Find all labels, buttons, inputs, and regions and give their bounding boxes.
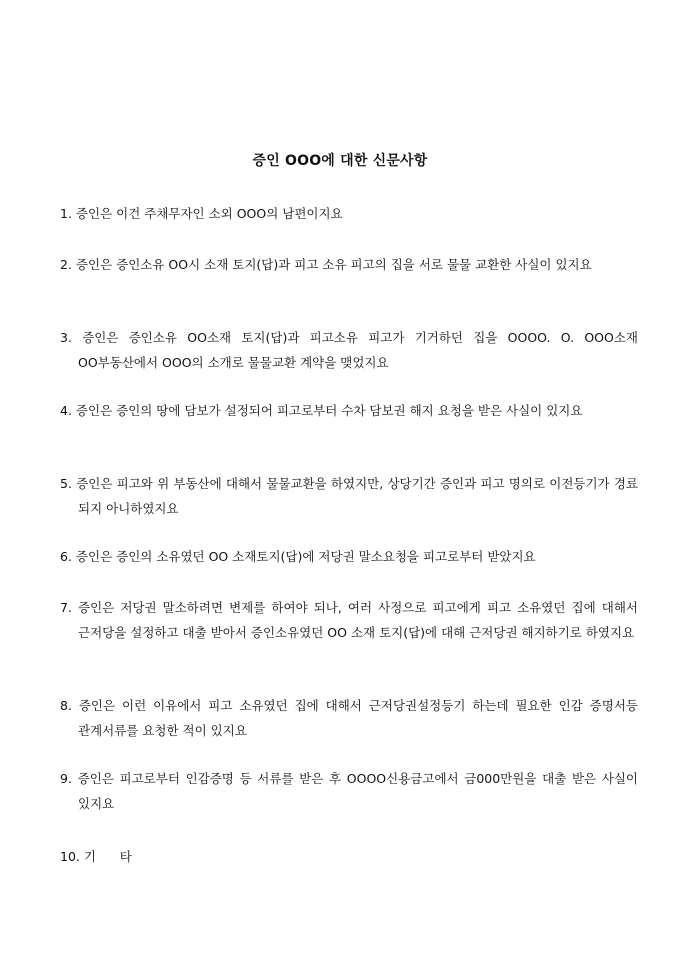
- question-text: 증인은 증인의 소유였던 OO 소재토지(답)에 저당권 말소요청을 피고로부터 받았지요: [75, 549, 536, 564]
- question-number: 5.: [60, 476, 72, 491]
- question-number: 8.: [60, 698, 72, 713]
- question-text: 증인은 피고와 위 부동산에 대해서 물물교환을 하였지만, 상당기간 증인과 피고 명의로 이전등기가 경료 되지 아니하였지요: [76, 476, 638, 516]
- question-number: 6.: [60, 549, 72, 564]
- question-number: 4.: [60, 403, 72, 418]
- question-number: 10.: [60, 849, 80, 864]
- question-item: [60, 325, 638, 375]
- question-item: [60, 766, 638, 816]
- question-item: [60, 252, 638, 277]
- document-title: 증인 OOO에 대한 신문사항: [252, 153, 428, 169]
- question-item: [60, 398, 638, 423]
- question-item: [60, 201, 638, 226]
- question-item: [60, 693, 638, 743]
- question-text: 증인은 증인의 땅에 담보가 설정되어 피고로부터 수차 담보권 해지 요청을 받은 사실이 있지요: [75, 403, 583, 418]
- question-text: 기 타: [83, 849, 132, 864]
- question-number: 1.: [60, 206, 72, 221]
- question-text: 증인은 이건 주채무자인 소외 OOO의 남편이지요: [75, 206, 343, 221]
- question-number: 9.: [60, 771, 72, 786]
- question-item: [60, 471, 638, 521]
- question-text: 증인은 피고로부터 인감증명 등 서류를 받은 후 OOOO신용금고에서 금000만원을 대출 받은 사실이 있지요: [77, 771, 638, 811]
- question-item: [60, 844, 620, 869]
- question-text: 증인은 저당권 말소하려면 변제를 하여야 되나, 여러 사정으로 피고에게 피고 소유였던 집에 대해서 근저당을 설정하고 대출 받아서 증인소유였던 OO 소재 토지(답)에 대해 근저당권 해지하기로 하였지요: [78, 600, 638, 640]
- question-number: 3.: [60, 330, 72, 345]
- question-number: 2.: [60, 257, 72, 272]
- question-text: 증인은 이런 이유에서 피고 소유였던 집에 대해서 근저당권설정등기 하는데 필요한 인감 증명서등 관계서류를 요청한 적이 있지요: [78, 698, 638, 738]
- question-item: [60, 544, 638, 569]
- question-item: [60, 595, 638, 645]
- question-text: 증인은 증인소유 OO시 소재 토지(답)과 피고 소유 피고의 집을 서로 물물 교환한 사실이 있지요: [75, 257, 592, 272]
- question-text: 증인은 증인소유 OO소재 토지(답)과 피고소유 피고가 기거하던 집을 OOOO. O. OOO소재 OO부동산에서 OOO의 소개로 물물교환 계약을 맺었지요: [78, 330, 638, 370]
- question-number: 7.: [60, 600, 72, 615]
